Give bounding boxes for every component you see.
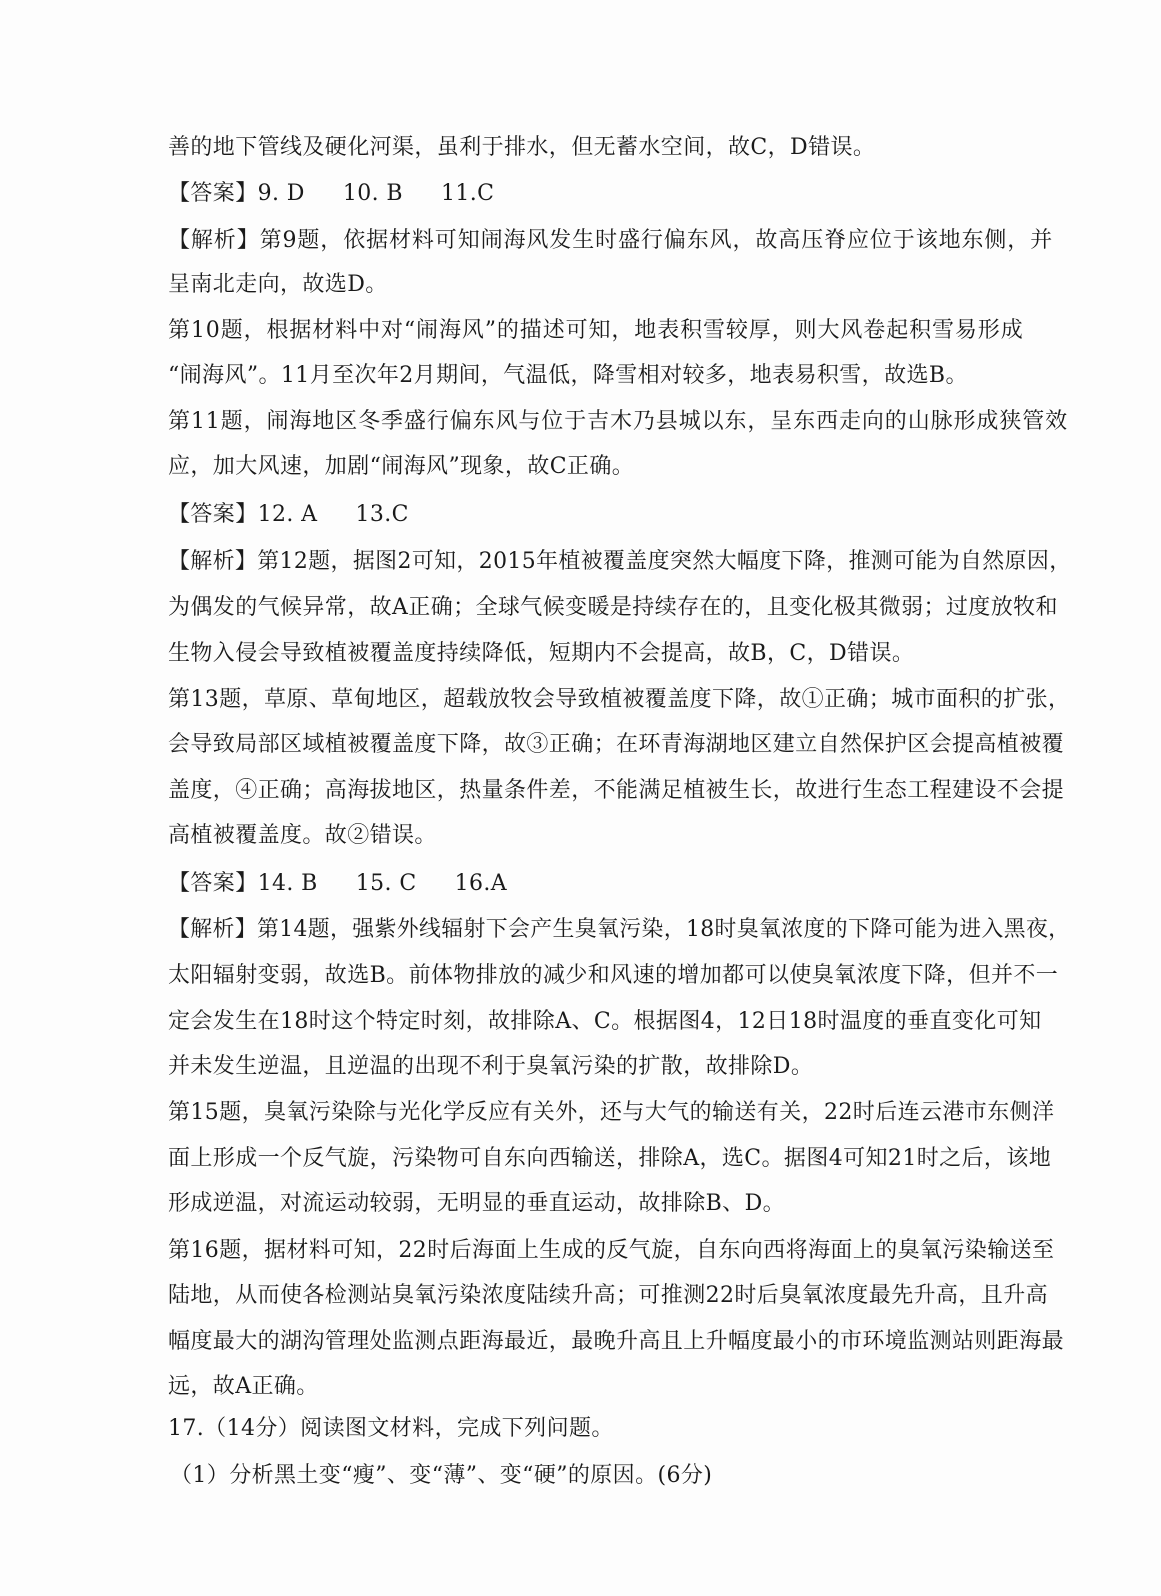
text-line: 【解析】第14题，强紫外线辐射下会产生臭氧污染，18时臭氧浓度的下降可能为进入黑夜，	[168, 917, 1071, 942]
text-line: 太阳辐射变弱，故选B。前体物排放的减少和风速的增加都可以使臭氧浓度下降，但并不一	[168, 963, 1059, 988]
text-line: 第10题，根据材料中对“闹海风”的描述可知，地表积雪较厚，则大风卷起积雪易形成	[168, 318, 1024, 343]
text-line: 应，加大风速，加剧“闹海风”现象，故C正确。	[168, 454, 635, 479]
text-line: 远，故A正确。	[168, 1374, 319, 1399]
text-line: 并未发生逆温，且逆温的出现不利于臭氧污染的扩散，故排除D。	[168, 1054, 814, 1079]
answer-label: 【答案】12. A	[168, 502, 318, 527]
question-title: 17.（14分）阅读图文材料，完成下列问题。	[168, 1416, 614, 1441]
text-line: 生物入侵会导致植被覆盖度持续降低，短期内不会提高，故B，C，D错误。	[168, 641, 915, 666]
answer-item: 13.C	[355, 502, 409, 527]
answer-label: 【答案】14. B	[168, 871, 318, 896]
text-line: “闹海风”。11月至次年2月期间，气温低，降雪相对较多，地表易积雪，故选B。	[168, 363, 968, 388]
text-line: 陆地，从而使各检测站臭氧污染浓度陆续升高；可推测22时后臭氧浓度最先升高，且升高	[168, 1283, 1048, 1308]
text-line: 定会发生在18时这个特定时刻，故排除A、C。根据图4，12日18时温度的垂直变化可知	[168, 1009, 1042, 1034]
answer-item: 15. C	[355, 871, 417, 896]
answer-label: 【答案】9. D	[168, 181, 305, 206]
question-sub: （1）分析黑土变“瘦”、变“薄”、变“硬”的原因。(6分)	[170, 1463, 713, 1488]
answer-line	[168, 869, 507, 899]
text-line: 【解析】第9题，依据材料可知闹海风发生时盛行偏东风，故高压脊应位于该地东侧，并	[168, 228, 1054, 253]
answer-line	[168, 179, 494, 209]
text-line: 第16题，据材料可知，22时后海面上生成的反气旋，自东向西将海面上的臭氧污染输送至	[168, 1238, 1055, 1263]
text-line: 为偶发的气候异常，故A正确；全球气候变暖是持续存在的，且变化极其微弱；过度放牧和	[168, 595, 1058, 620]
text-line: 会导致局部区域植被覆盖度下降，故③正确；在环青海湖地区建立自然保护区会提高植被覆	[168, 732, 1065, 757]
answer-item: 10. B	[342, 181, 403, 206]
text-line: 幅度最大的湖沟管理处监测点距海最近，最晚升高且上升幅度最小的市环境监测站则距海最	[168, 1329, 1065, 1354]
answer-item: 11.C	[440, 181, 495, 206]
text-line: 善的地下管线及硬化河渠，虽利于排水，但无蓄水空间，故C，D错误。	[168, 135, 876, 160]
text-line: 【解析】第12题，据图2可知，2015年植被覆盖度突然大幅度下降，推测可能为自然原因，	[168, 549, 1072, 574]
text-line: 呈南北走向，故选D。	[168, 272, 388, 297]
text-line: 面上形成一个反气旋，污染物可自东向西输送，排除A，选C。据图4可知21时之后，该地	[168, 1146, 1052, 1171]
text-line: 第15题，臭氧污染除与光化学反应有关外，还与大气的输送有关，22时后连云港市东侧洋	[168, 1100, 1055, 1125]
text-line: 高植被覆盖度。故②错误。	[168, 823, 437, 848]
text-line: 盖度，④正确；高海拔地区，热量条件差，不能满足植被生长，故进行生态工程建设不会提	[168, 778, 1065, 803]
text-line: 第11题，闹海地区冬季盛行偏东风与位于吉木乃县城以东，呈东西走向的山脉形成狭管效	[168, 409, 1068, 434]
text-line: 第13题，草原、草甸地区，超载放牧会导致植被覆盖度下降，故①正确；城市面积的扩张，	[168, 687, 1071, 712]
text-line: 形成逆温，对流运动较弱，无明显的垂直运动，故排除B、D。	[168, 1191, 786, 1216]
answer-item: 16.A	[454, 871, 508, 896]
answer-line	[168, 500, 409, 530]
